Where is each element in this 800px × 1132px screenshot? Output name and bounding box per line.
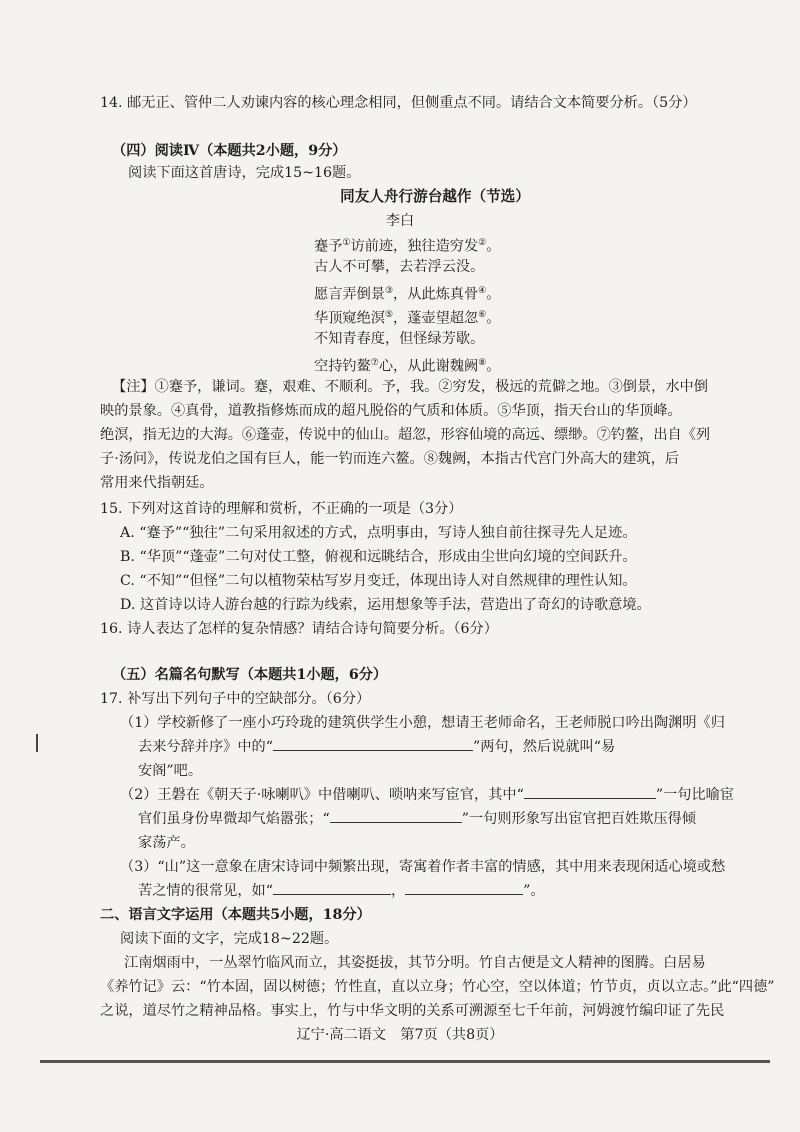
poem-notes-line-5: 常用来代指朝廷。 bbox=[100, 475, 214, 491]
q17-3-line-1: （3）“山”这一意象在唐宋诗词中频繁出现，寄寓着作者丰富的情感，其中用来表现闲适心境或愁 bbox=[120, 859, 726, 875]
poem-line-6: 空持钓鳌⑦心，从此谢魏阙⑧。 bbox=[314, 358, 501, 375]
poem-notes-line-2: 映的景象。④真骨，道教指修炼而成的超凡脱俗的气质和体质。⑤华顶，指天台山的华顶峰。 bbox=[100, 403, 682, 419]
poem-notes-line-3: 绝溟，指无边的大海。⑥蓬壶，传说中的仙山。超忽，形容仙境的高远、缥缈。⑦钓鳌，出自《列 bbox=[100, 427, 711, 443]
passage-line-2: 《养竹记》云：“竹本固，固以树德；竹性直，直以立身；竹心空，空以体道；竹节贞，贞以立志。”此“四德” bbox=[100, 979, 775, 995]
q17-2-line-2: 官们虽身份卑微却气焰嚣张；“ ”一句则形象写出宦官把百姓欺压得倾 bbox=[138, 808, 720, 830]
q17-2-blank-1[interactable] bbox=[524, 784, 656, 799]
q17-2-blank-2[interactable] bbox=[330, 808, 462, 823]
poem-line-2: 古人不可攀，去若浮云没。 bbox=[314, 259, 485, 275]
option-d: D. 这首诗以诗人游台越的行踪为线索，运用想象等手法，营造出了奇幻的诗歌意境。 bbox=[120, 597, 651, 613]
question-14: 14. 邮无正、管仲二人劝谏内容的核心理念相同，但侧重点不同。请结合文本简要分析。（5分） bbox=[100, 95, 697, 111]
question-16: 16. 诗人表达了怎样的复杂情感？请结合诗句简要分析。（6分） bbox=[100, 621, 498, 637]
page-divider bbox=[40, 1060, 770, 1063]
poem-line-5: 不知青春度，但怪绿芳歇。 bbox=[314, 331, 485, 347]
poem-author: 李白 bbox=[385, 213, 415, 229]
poem-line-1: 蹇予①访前迹，独往造穷发②。 bbox=[314, 238, 501, 255]
q17-1-line-1: （1）学校新修了一座小巧玲珑的建筑供学生小憩，想请王老师命名，王老师脱口吟出陶渊明《归 bbox=[120, 715, 725, 731]
poem-notes-line-4: 子·汤问》，传说龙伯之国有巨人，能一钓而连六鳌。⑧魏阙，本指古代宫门外高大的建筑，后 bbox=[100, 451, 680, 467]
poem-title: 同友人舟行游台越作（节选） bbox=[340, 188, 530, 205]
q17-2-line-3: 家荡产。 bbox=[138, 835, 195, 851]
section-4-heading: （四）阅读Ⅳ（本题共2小题，9分） bbox=[112, 143, 347, 159]
q17-3-blank-1[interactable] bbox=[273, 880, 391, 895]
q17-1-line-2: 去来兮辞并序》中的“ ”两句，然后说就叫“易 bbox=[138, 736, 720, 758]
poem-line-3: 愿言弄倒景③，从此炼真骨④。 bbox=[314, 286, 501, 303]
question-17: 17. 补写出下列句子中的空缺部分。（6分） bbox=[100, 691, 371, 707]
question-15: 15. 下列对这首诗的理解和赏析，不正确的一项是（3分） bbox=[100, 501, 463, 517]
scan-edge-mark bbox=[36, 734, 38, 752]
part-2-heading: 二、语言文字运用（本题共5小题，18分） bbox=[100, 907, 371, 923]
option-a: A. “蹇予”“独往”二句采用叙述的方式，点明事由，写诗人独自前往探寻先人足迹。 bbox=[120, 525, 637, 541]
q17-3-blank-2[interactable] bbox=[405, 880, 523, 895]
part-2-intro: 阅读下面的文字，完成18~22题。 bbox=[120, 931, 339, 947]
option-b: B. “华顶”“蓬壶”二句对仗工整，俯视和远眺结合，形成由尘世向幻境的空间跃升。 bbox=[120, 549, 637, 565]
poem-notes-line-1: 【注】①蹇予，谦词。蹇，艰难、不顺利。予，我。②穷发，极远的荒僻之地。③倒景，水中倒 bbox=[112, 379, 708, 395]
passage-line-3: 之说，道尽竹之精神品格。事实上，竹与中华文明的关系可溯源至七千年前，河姆渡竹编印证了先民 bbox=[100, 1003, 725, 1019]
passage-line-1: 江南烟雨中，一丛翠竹临风而立，其姿挺拔，其节分明。竹自古便是文人精神的图腾。白居易 bbox=[124, 955, 706, 971]
section-4-intro: 阅读下面这首唐诗，完成15~16题。 bbox=[128, 165, 361, 181]
section-5-heading: （五）名篇名句默写（本题共1小题，6分） bbox=[112, 667, 388, 683]
q17-2-line-1: （2）王磐在《朝天子·咏喇叭》中借喇叭、唢呐来写宦官，其中“ ”一句比喻宦 bbox=[120, 784, 702, 806]
q17-1-line-3: 安阁”吧。 bbox=[138, 763, 203, 779]
poem-line-4: 华顶窥绝溟⑤，蓬壶望超忽⑥。 bbox=[314, 310, 501, 327]
page-footer: 辽宁·高二语文 第7页（共8页） bbox=[296, 1027, 504, 1043]
option-c: C. “不知”“但怪”二句以植物荣枯写岁月变迁，体现出诗人对自然规律的理性认知。 bbox=[120, 573, 637, 589]
q17-3-line-2: 苦之情的很常见，如“ ， ”。 bbox=[138, 880, 720, 902]
q17-1-blank[interactable] bbox=[273, 736, 473, 751]
